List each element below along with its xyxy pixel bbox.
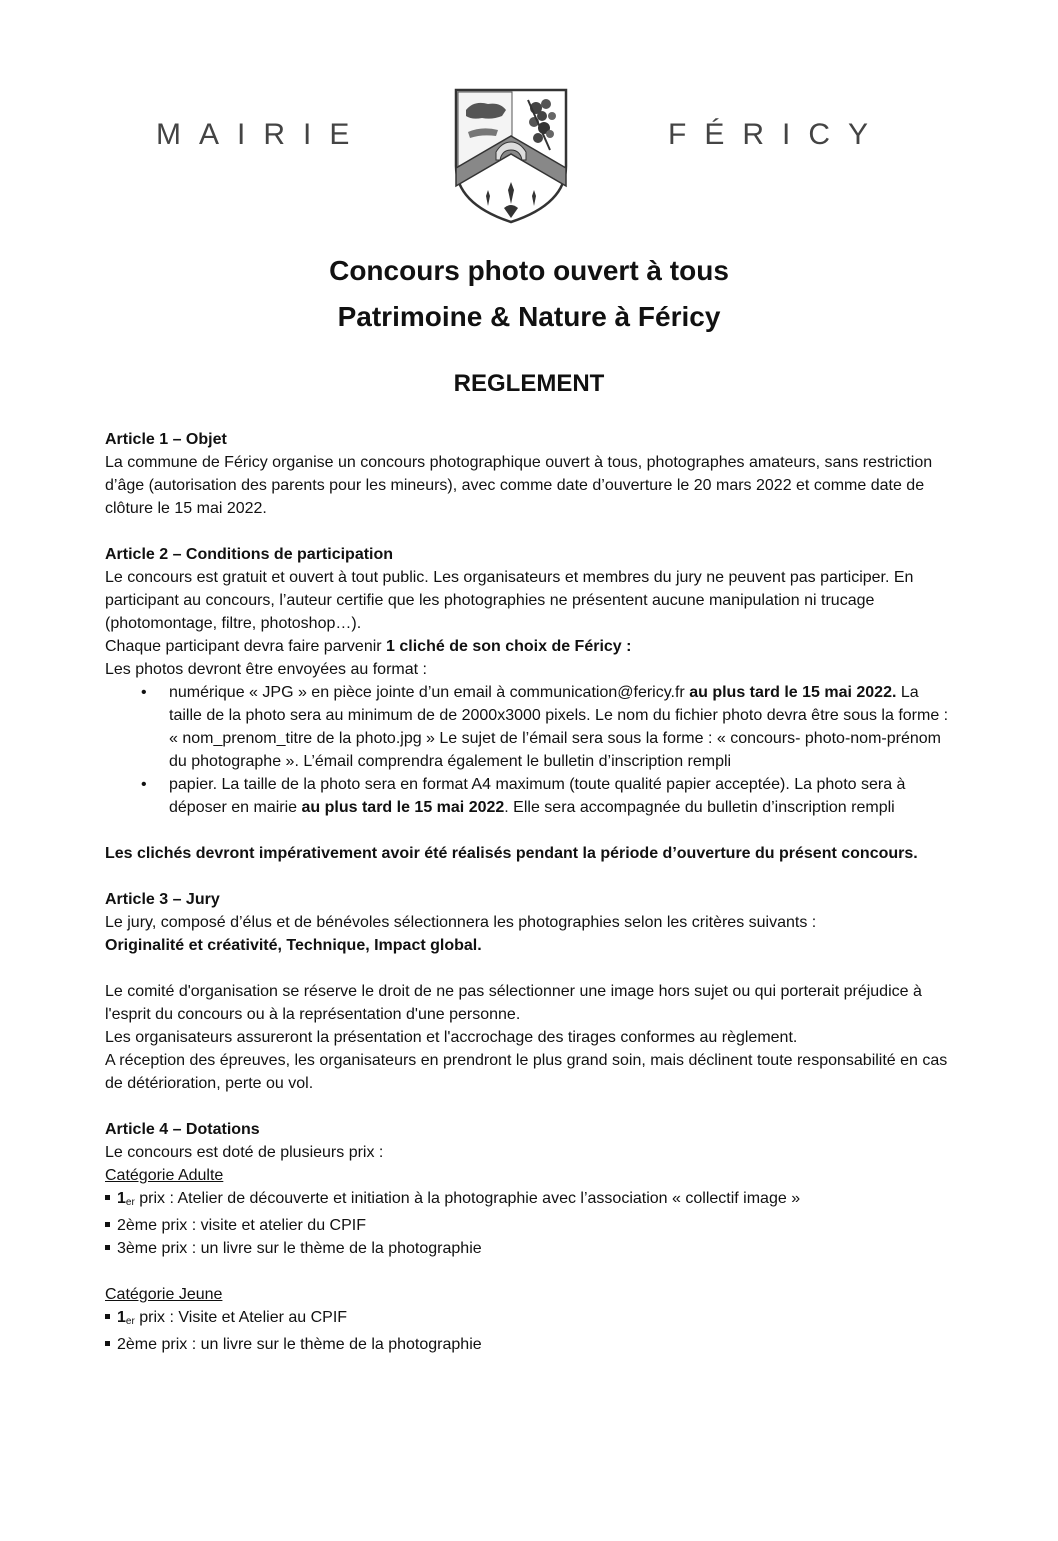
young-prize-1: $1_{er}$ prix : Visite et Atelier au CPIF [105,1306,955,1333]
article2-text3: Les photos devront être envoyées au format : [105,661,427,678]
square-bullet-icon [105,1222,110,1227]
article2-text1: Le concours est gratuit et ouvert à tout public. Les organisateurs et membres du jury ne peuvent pas participer. En participant au concours, l’auteur certifie que les photographies ne présentent aucune manipulation ni trucage (photomontage, filtre, photoshop…). [105,569,914,632]
article1-heading: Article 1 – Objet [105,431,227,448]
list-item: • papier. La taille de la photo sera en format A4 maximum (toute qualité papier acceptée). La photo sera à déposer en mairie au plus tard le 15 mai 2022. Elle sera accompagnée du bulletin d’inscription rempli [105,773,955,819]
article2-heading: Article 2 – Conditions de participation [105,546,394,563]
square-bullet-icon [105,1195,110,1200]
square-bullet-icon [105,1314,110,1319]
adult-prize-1: $1_{er}$ prix : Atelier de découverte et initiation à la photographie avec l’association « collectif image » [105,1187,955,1214]
article3-heading: Article 3 – Jury [105,891,220,908]
title-line2: Patrimoine & Nature à Féricy [337,301,721,332]
article3-text3: Les organisateurs assureront la présentation et l'accrochage des tirages conformes au règlement. [105,1029,798,1046]
list-item: • numérique « JPG » en pièce jointe d’un email à communication@fericy.fr au plus tard le 15 mai 2022. La taille de la photo sera au minimum de de 2000x3000 pixels. Le nom du fichier photo devra être sous la forme : « nom_prenom_titre de la photo.jpg » Le sujet de l’émail sera sous la forme : « concours- photo-nom-prénom du photographe ». L’émail comprendra également le bulletin d’inscription rempli [105,681,955,773]
letterhead [0,0,1058,230]
young-category-label: Catégorie Jeune [105,1286,223,1303]
article4-intro: Le concours est doté de plusieurs prix : [105,1144,384,1161]
article2-text2: Chaque participant devra faire parvenir 1 cliché de son choix de Féricy : [105,638,632,655]
young-prize-2: 2ème prix : un livre sur le thème de la photographie [105,1333,955,1356]
title-line1: Concours photo ouvert à tous [329,255,729,286]
article4-heading: Article 4 – Dotations [105,1121,260,1138]
article3-text2: Le comité d'organisation se réserve le droit de ne pas sélectionner une image hors sujet ou qui porterait préjudice à l'esprit du concours ou à la représentation d'une personne. [105,983,922,1023]
reglement-heading: REGLEMENT [453,370,605,397]
article1-text: La commune de Féricy organise un concours photographique ouvert à tous, photographes amateurs, sans restriction d’âge (autorisation des parents pour les mineurs), avec comme date d’ouverture le 20 mars 2022 et comme date de clôture le 15 mai 2022. [105,454,933,517]
rules-body [105,428,955,1356]
square-bullet-icon [105,1341,110,1346]
article3-text4: A réception des épreuves, les organisateurs en prendront le plus grand soin, mais déclinent toute responsabilité en cas de détérioration, perte ou vol. [105,1052,948,1092]
coat-of-arms-icon [452,86,570,226]
adult-prize-3: 3ème prix : un livre sur le thème de la photographie [105,1237,955,1260]
square-bullet-icon [105,1245,110,1250]
article2-notice: Les clichés devront impérativement avoir été réalisés pendant la période d’ouverture du présent concours. [105,845,918,862]
adult-category-label: Catégorie Adulte [105,1167,224,1184]
adult-prize-2: 2ème prix : visite et atelier du CPIF [105,1214,955,1237]
format-list [105,681,955,819]
brand-mairie: MAIRIE [156,118,368,151]
article3-text1: Le jury, composé d’élus et de bénévoles sélectionnera les photographies selon les critères suivants : [105,914,817,931]
article3-criteria: Originalité et créativité, Technique, Impact global. [105,937,482,954]
brand-fericy: FÉRICY [668,118,887,151]
